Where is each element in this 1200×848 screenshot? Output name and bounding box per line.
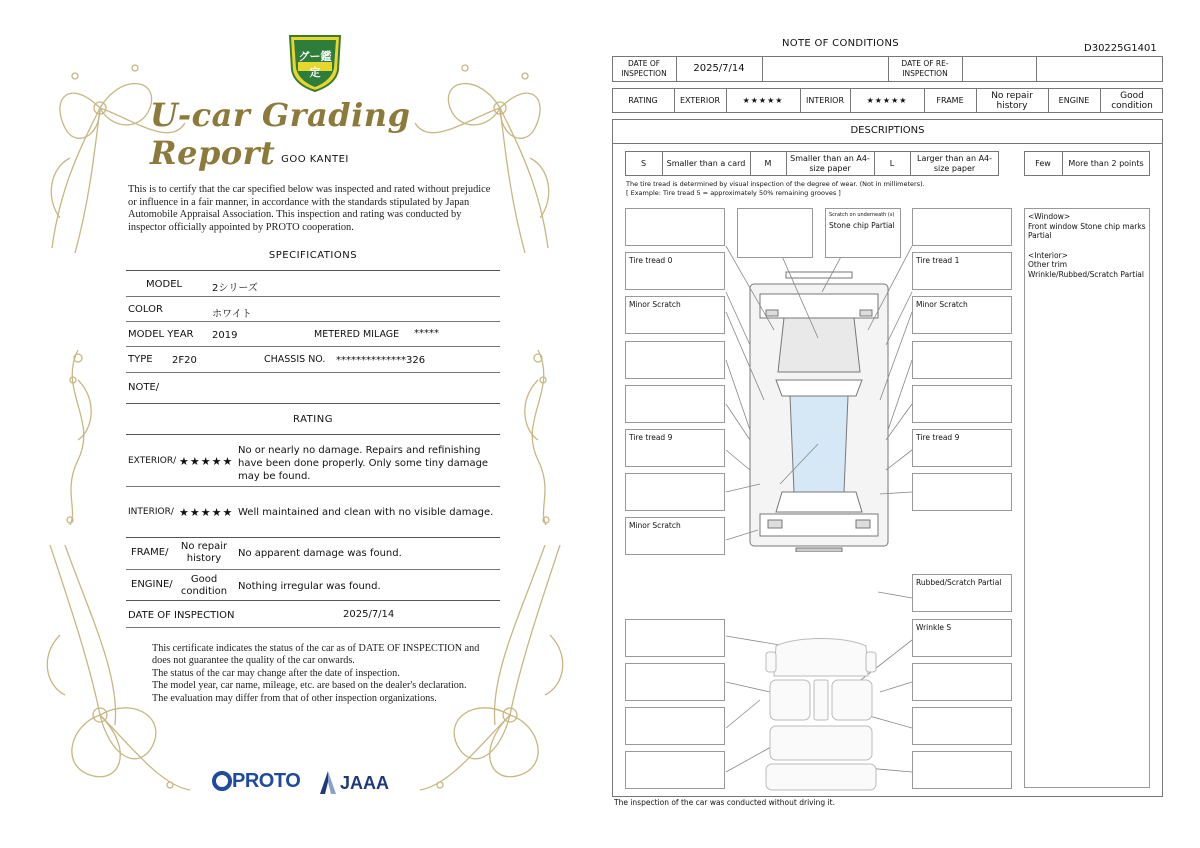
inspection-date-label: DATE OF INSPECTION [128,610,235,621]
model-label: MODEL [146,279,183,290]
tire-note-2: [ Example: Tire tread 5 = approximately 50% remaining grooves ] [626,189,841,197]
legend-l: L [889,158,895,168]
engine-label: ENGINE [1058,95,1090,105]
divider [126,569,500,570]
chassis-value: **************326 [336,355,426,366]
minor-scratch-text: Minor Scratch [629,300,681,309]
underneath-note: Scratch on underneath (s) [829,212,895,218]
certificate-footer [152,643,482,705]
legend-s-desc: Smaller than a card [666,158,746,168]
footer-line: The evaluation may differ from that of other inspection organizations. [152,692,437,704]
condition-box [912,385,1012,423]
frame-value: No repair history [180,541,228,564]
frame-label: FRAME/ [131,547,169,558]
certificate-subtitle: GOO KANTEI [281,154,349,165]
condition-box [912,707,1012,745]
interior-stars: ★★★★★ [866,95,908,105]
condition-box-stone-chip [825,208,901,258]
date-of-inspection-label: DATE OF INSPECTION [621,59,667,78]
exterior-description: No or nearly no damage. Repairs and refinishing have been done properly. Only some tiny damage may be found. [238,445,489,482]
type-label: TYPE [128,354,153,365]
steering-text: Rubbed/Scratch Partial [916,578,1002,587]
frame-label: FRAME [936,95,964,105]
engine-label: ENGINE/ [131,579,173,590]
rating-heading: RATING [293,414,333,425]
condition-box [625,385,725,423]
legend-m: M [764,158,772,168]
jaaa-logo: JAAA [340,773,390,793]
window-heading: <Window> [1028,212,1071,221]
divider [126,434,500,435]
model-year-value: 2019 [212,330,238,341]
model-value: 2シリーズ [212,283,258,294]
exterior-stars: ★★★★★ [179,455,234,468]
proto-q-icon [212,770,232,794]
certificate-intro: This is to certify that the car specified below was inspected and rated without prejudice or influence in a fair manner, in accordance with the standards stipulated by Japan Automobile Appraisal Association. This inspection and rating was conducted by inspector officially appointed by PROTO cooperation. [128,184,491,233]
type-value: 2F20 [172,355,197,366]
tire-rear-right-text: Tire tread 9 [916,433,960,442]
stone-chip-text: Stone chip Partial [829,221,895,230]
condition-box [912,341,1012,379]
exterior-label: EXTERIOR/ [128,456,177,466]
condition-box [625,663,725,701]
date-of-inspection-value: 2025/7/14 [693,63,745,74]
condition-box-steering [912,574,1012,612]
condition-box [912,663,1012,701]
interior-description: Well maintained and clean with no visible damage. [238,507,494,518]
condition-box-minor-scratch [625,296,725,334]
proto-logo: PROTO [232,770,301,792]
condition-box [625,751,725,789]
model-year-label: MODEL YEAR [128,329,194,340]
summary-box [1024,208,1150,788]
divider [126,600,500,601]
rating-label: RATING [628,95,658,105]
engine-value: Good condition [180,574,228,597]
exterior-label: EXTERIOR [679,95,721,105]
condition-box [625,619,725,657]
divider [126,403,500,404]
ornament-mid-left-icon [48,350,108,530]
divider [126,321,500,322]
date-of-reinspection-label: DATE OF RE-INSPECTION [901,59,949,78]
tire-rear-left-text: Tire tread 9 [629,433,673,442]
condition-box [912,473,1012,511]
engine-value: Good condition [1111,90,1153,111]
condition-box-wrinkle [912,619,1012,657]
engine-description: Nothing irregular was found. [238,581,381,592]
divider [126,346,500,347]
tire-front-right-text: Tire tread 1 [916,256,960,265]
car-interior-diagram [756,636,886,796]
condition-box [625,473,725,511]
descriptions-heading: DESCRIPTIONS [612,119,1163,144]
mileage-label: METERED MILAGE [314,329,400,340]
legend-few: Few [1035,158,1051,168]
condition-box [912,751,1012,789]
exterior-stars: ★★★★★ [742,95,784,105]
color-value: ホワイト [212,309,252,320]
condition-box-underneath [737,208,813,258]
footer-line: This certificate indicates the status of the car as of DATE OF INSPECTION and does not guarantee the quality of the car onwards. [152,643,480,667]
footer-line: The status of the car may change after the date of inspection. [152,667,400,679]
condition-box [625,707,725,745]
window-text: Front window Stone chip marks Partial [1028,221,1146,240]
divider [126,372,500,373]
legend-few-desc: More than 2 points [1068,158,1144,168]
tire-note-1: The tire tread is determined by visual inspection of the degree of wear. (Not in millimeters). [626,180,925,188]
divider [126,486,500,487]
divider [126,296,500,297]
jaaa-emblem-icon [318,770,338,796]
condition-box [625,341,725,379]
chassis-label: CHASSIS NO. [264,354,326,365]
logo-text: グー鑑定 [298,50,332,79]
specifications-heading: SPECIFICATIONS [268,250,358,261]
divider [126,627,500,628]
certificate-title: U-car Grading Report [150,96,411,172]
interior-label: INTERIOR/ [128,507,174,517]
frame-description: No apparent damage was found. [238,548,402,559]
interior-label: INTERIOR [805,95,845,105]
goo-kantei-logo [286,30,344,92]
note-of-conditions [600,0,1200,848]
condition-box-tire-rear-left [625,429,725,467]
document-id: D30225G1401 [1084,43,1157,54]
legend-m-desc: Smaller than an A4-size paper [790,153,870,173]
legend-l-desc: Larger than an A4-size paper [916,153,993,173]
ornament-mid-right-icon [508,350,568,530]
frame-value: No repair history [991,90,1033,111]
divider [126,537,500,538]
wrinkle-text: Wrinkle S [916,623,952,632]
footer-note: The inspection of the car was conducted without driving it. [614,798,835,807]
legend-s: S [640,158,647,168]
condition-box-tire-rear-right [912,429,1012,467]
minor-scratch-text: Minor Scratch [629,521,681,530]
condition-box-minor-scratch [625,517,725,555]
condition-box [625,208,725,246]
inspection-date-value: 2025/7/14 [343,609,395,620]
condition-box-minor-scratch [912,296,1012,334]
mileage-value: ***** [414,328,439,339]
conditions-title: NOTE OF CONDITIONS [782,38,899,49]
condition-box [912,208,1012,246]
interior-stars: ★★★★★ [179,506,234,519]
note-label: NOTE/ [128,382,160,393]
condition-box-tire-front-right [912,252,1012,290]
condition-box-tire-front-left [625,252,725,290]
divider [126,270,500,271]
color-label: COLOR [128,304,163,315]
tire-front-left-text: Tire tread 0 [629,256,673,265]
interior-heading: <Interior> [1028,250,1068,260]
footer-line: The model year, car name, mileage, etc. are based on the dealer's declaration. [152,680,467,692]
minor-scratch-text: Minor Scratch [916,300,968,309]
interior-text: Other trim Wrinkle/Rubbed/Scratch Partial [1028,260,1144,279]
